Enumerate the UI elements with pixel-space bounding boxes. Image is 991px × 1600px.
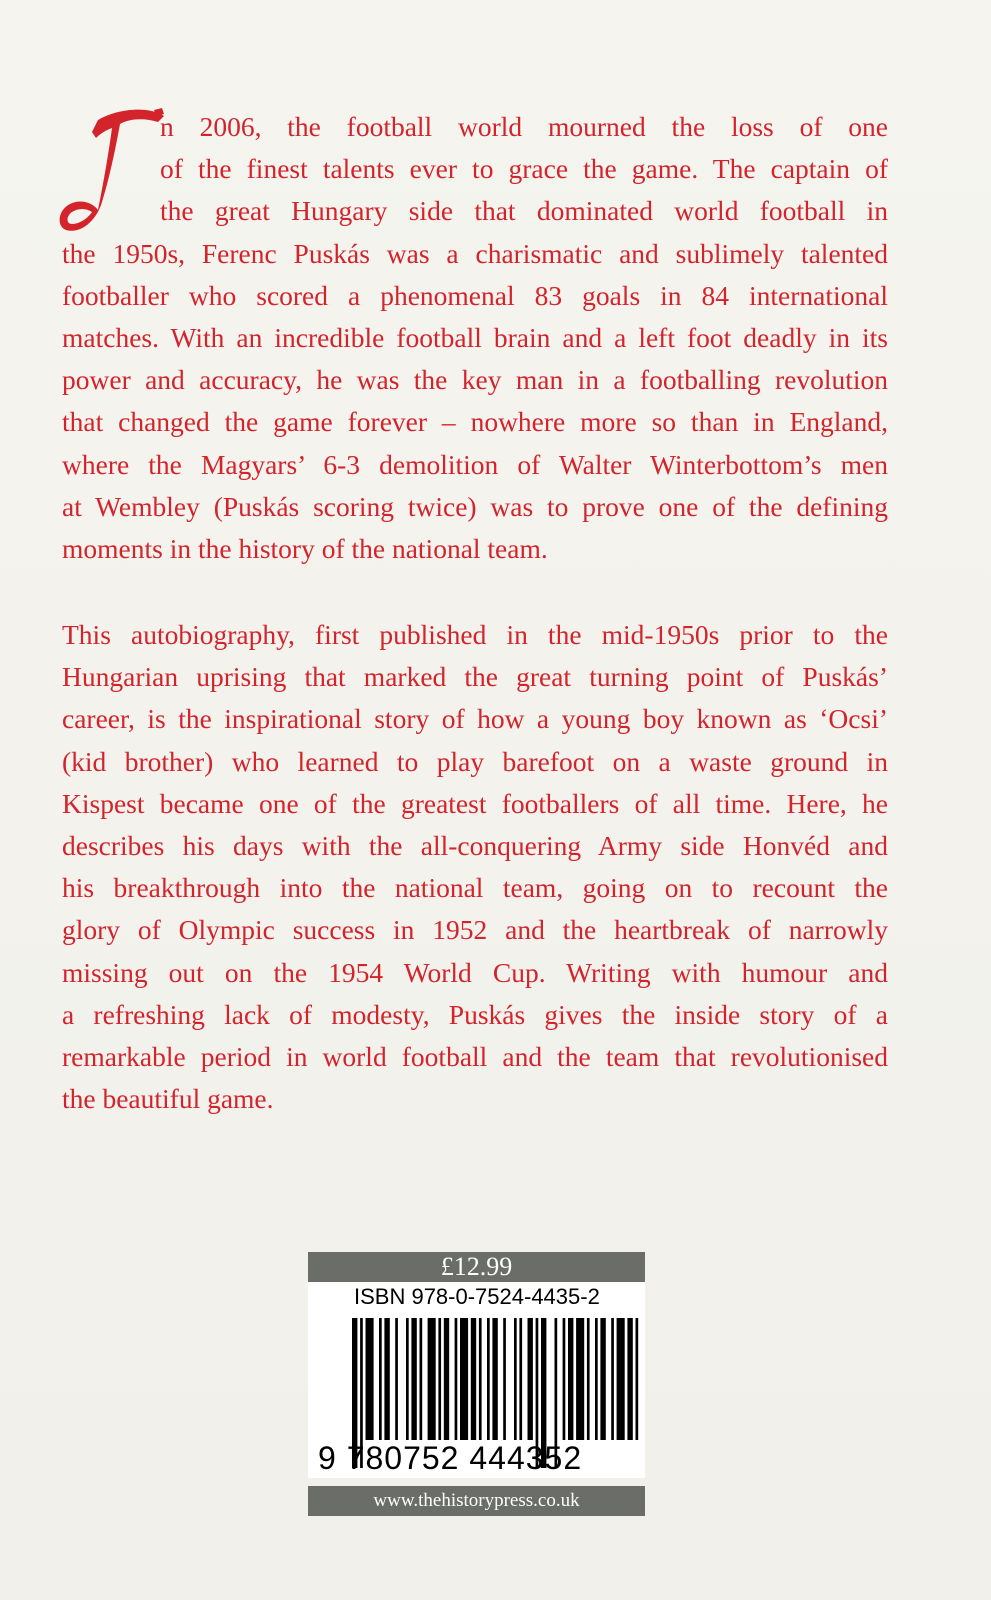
barcode-bar [595,1318,598,1440]
barcode-digits: 9 780752 444352 [318,1440,583,1476]
blurb-line: that changed the game forever – nowhere more so than in England, [62,406,888,438]
barcode-bar [428,1318,436,1440]
blurb-paragraph-2 [62,614,888,1120]
blurb-line: his breakthrough into the national team, going on to recount the [62,872,888,904]
barcode-bar [568,1318,573,1440]
barcode-bar [576,1318,584,1440]
blurb-line: (kid brother) who learned to play barefoot on a waste ground in [62,745,888,777]
blurb-line: missing out on the 1954 World Cup. Writing with humour and [62,956,888,988]
barcode-bar [627,1318,632,1440]
blurb-line: a refreshing lack of modesty, Puskás gives the inside story of a [62,998,888,1030]
blurb-line: the great Hungary side that dominated world football in [160,195,888,227]
blurb-line: Hungarian uprising that marked the great turning point of Puskás’ [62,661,888,693]
blurb-line: n 2006, the football world mourned the loss of one [160,111,888,142]
barcode-bar [471,1318,476,1440]
barcode-bar [438,1318,441,1440]
blurb-line: glory of Olympic success in 1952 and the heartbreak of narrowly [62,914,888,946]
barcode-bar [384,1318,389,1440]
isbn-area [308,1282,645,1478]
barcode-bar [395,1318,398,1440]
blurb-line: moments in the history of the national team. [62,533,548,565]
barcode-bar [487,1318,490,1440]
barcode-bar [460,1318,468,1440]
barcode-bar [563,1318,566,1440]
barcode-bar [617,1318,625,1440]
barcode-bar [636,1318,639,1440]
barcode-bar [519,1318,522,1440]
blurb-line: footballer who scored a phenomenal 83 goals in 84 international [62,279,888,311]
barcode-bar [503,1318,506,1440]
blurb-line: at Wembley (Puskás scoring twice) was to prove one of the defining [62,490,888,522]
blurb-line: remarkable period in world football and the team that revolutionised [62,1041,888,1073]
barcode-bar [492,1318,497,1440]
price-label: £12.99 [308,1252,645,1282]
barcode-bar [600,1318,605,1440]
blurb-paragraph-1 [62,106,888,570]
barcode-bar [406,1318,409,1440]
blurb-line: of the finest talents ever to grace the game. The captain of [160,153,888,185]
barcode-bar [455,1318,458,1440]
blurb-line: the beautiful game. [62,1083,274,1115]
blurb-line: where the Magyars’ 6-3 demolition of Walter Winterbottom’s men [62,448,888,480]
barcode-bar [514,1318,517,1440]
blurb-line: matches. With an incredible football brain and a left foot deadly in its [62,322,888,354]
barcode-bar [587,1318,590,1440]
barcode-bar [379,1318,382,1440]
barcode-bar [366,1318,374,1440]
barcode-bar [611,1318,614,1440]
blurb-line: Kispest became one of the greatest footballers of all time. Here, he [62,787,888,819]
barcode-bar [528,1318,533,1440]
barcode-bar [479,1318,482,1440]
barcode-bar [420,1318,423,1440]
blurb-line: power and accuracy, he was the key man in a footballing revolution [62,364,888,396]
barcode-bar [444,1318,449,1440]
publisher-url: www.thehistorypress.co.uk [308,1486,645,1516]
barcode-bar [411,1318,416,1440]
blurb-line: career, is the inspirational story of how a young boy known as ‘Ocsi’ [62,703,888,735]
isbn-number: ISBN 978-0-7524-4435-2 [354,1284,600,1309]
blurb-line: This autobiography, first published in the mid-1950s prior to the [62,619,888,650]
blurb-line: describes his days with the all-conquering Army side Honvéd and [62,830,888,862]
blurb-line: the 1950s, Ferenc Puskás was a charismatic and sublimely talented [62,237,888,269]
barcode-block [308,1252,645,1516]
